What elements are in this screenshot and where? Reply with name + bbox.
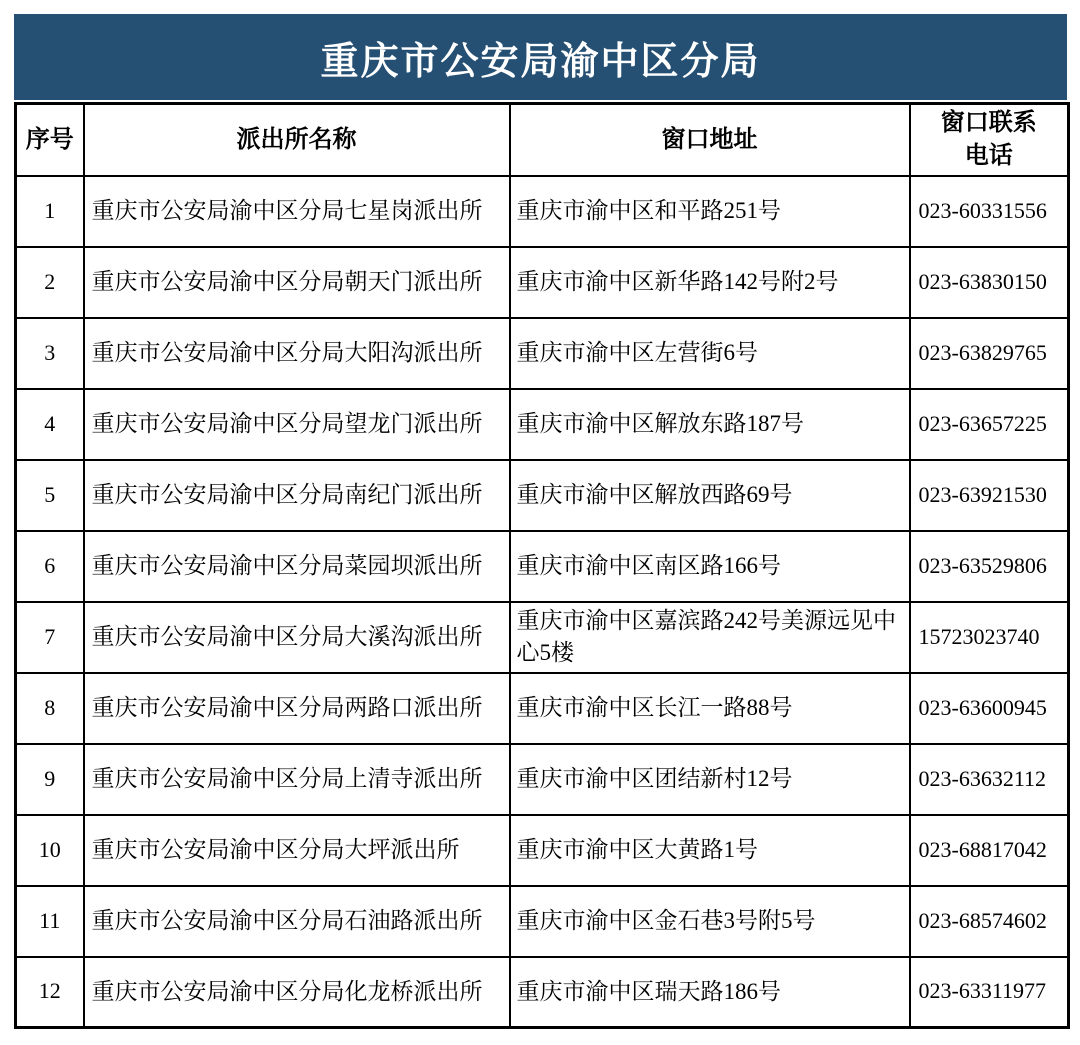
row-number-cell: 12 bbox=[16, 957, 84, 1028]
address-cell: 重庆市渝中区和平路251号 bbox=[510, 176, 910, 247]
row-number-cell: 11 bbox=[16, 886, 84, 957]
header-no: 序号 bbox=[16, 104, 84, 176]
station-name-cell: 重庆市公安局渝中区分局南纪门派出所 bbox=[84, 460, 510, 531]
station-name-cell: 重庆市公安局渝中区分局石油路派出所 bbox=[84, 886, 510, 957]
station-name-cell: 重庆市公安局渝中区分局大坪派出所 bbox=[84, 815, 510, 886]
station-name-cell: 重庆市公安局渝中区分局望龙门派出所 bbox=[84, 389, 510, 460]
station-table-container bbox=[14, 14, 1067, 1029]
table-row bbox=[16, 247, 1069, 318]
row-number-cell: 10 bbox=[16, 815, 84, 886]
table-row bbox=[16, 460, 1069, 531]
address-cell: 重庆市渝中区新华路142号附2号 bbox=[510, 247, 910, 318]
table-row bbox=[16, 673, 1069, 744]
phone-cell: 023-63829765 bbox=[910, 318, 1069, 389]
station-name-cell: 重庆市公安局渝中区分局菜园坝派出所 bbox=[84, 531, 510, 602]
table-row bbox=[16, 531, 1069, 602]
phone-cell: 023-63657225 bbox=[910, 389, 1069, 460]
table-row bbox=[16, 957, 1069, 1028]
phone-cell: 023-63830150 bbox=[910, 247, 1069, 318]
address-cell: 重庆市渝中区解放东路187号 bbox=[510, 389, 910, 460]
phone-cell: 023-63311977 bbox=[910, 957, 1069, 1028]
address-cell: 重庆市渝中区金石巷3号附5号 bbox=[510, 886, 910, 957]
phone-cell: 023-63600945 bbox=[910, 673, 1069, 744]
row-number-cell: 6 bbox=[16, 531, 84, 602]
row-number-cell: 2 bbox=[16, 247, 84, 318]
phone-cell: 023-63529806 bbox=[910, 531, 1069, 602]
address-cell: 重庆市渝中区团结新村12号 bbox=[510, 744, 910, 815]
row-number-cell: 7 bbox=[16, 602, 84, 673]
station-name-cell: 重庆市公安局渝中区分局化龙桥派出所 bbox=[84, 957, 510, 1028]
station-name-cell: 重庆市公安局渝中区分局上清寺派出所 bbox=[84, 744, 510, 815]
table-row bbox=[16, 389, 1069, 460]
row-number-cell: 4 bbox=[16, 389, 84, 460]
table-row bbox=[16, 602, 1069, 673]
row-number-cell: 9 bbox=[16, 744, 84, 815]
station-name-cell: 重庆市公安局渝中区分局七星岗派出所 bbox=[84, 176, 510, 247]
phone-cell: 023-68817042 bbox=[910, 815, 1069, 886]
row-number-cell: 5 bbox=[16, 460, 84, 531]
header-station-name: 派出所名称 bbox=[84, 104, 510, 176]
table-row bbox=[16, 318, 1069, 389]
table-row bbox=[16, 886, 1069, 957]
station-name-cell: 重庆市公安局渝中区分局大溪沟派出所 bbox=[84, 602, 510, 673]
row-number-cell: 3 bbox=[16, 318, 84, 389]
table-title: 重庆市公安局渝中区分局 bbox=[14, 14, 1067, 100]
header-address: 窗口地址 bbox=[510, 104, 910, 176]
station-name-cell: 重庆市公安局渝中区分局两路口派出所 bbox=[84, 673, 510, 744]
phone-cell: 023-63632112 bbox=[910, 744, 1069, 815]
phone-cell: 15723023740 bbox=[910, 602, 1069, 673]
table-row bbox=[16, 176, 1069, 247]
table-row bbox=[16, 815, 1069, 886]
address-cell: 重庆市渝中区解放西路69号 bbox=[510, 460, 910, 531]
table-row bbox=[16, 744, 1069, 815]
header-phone-label: 窗口联系电话 bbox=[940, 109, 1037, 169]
station-name-cell: 重庆市公安局渝中区分局大阳沟派出所 bbox=[84, 318, 510, 389]
header-row bbox=[16, 104, 1069, 176]
row-number-cell: 1 bbox=[16, 176, 84, 247]
header-phone bbox=[910, 104, 1069, 176]
phone-cell: 023-63921530 bbox=[910, 460, 1069, 531]
address-cell: 重庆市渝中区南区路166号 bbox=[510, 531, 910, 602]
station-name-cell: 重庆市公安局渝中区分局朝天门派出所 bbox=[84, 247, 510, 318]
address-cell: 重庆市渝中区长江一路88号 bbox=[510, 673, 910, 744]
phone-cell: 023-60331556 bbox=[910, 176, 1069, 247]
address-cell: 重庆市渝中区左营街6号 bbox=[510, 318, 910, 389]
address-cell: 重庆市渝中区大黄路1号 bbox=[510, 815, 910, 886]
table-header bbox=[16, 104, 1069, 176]
row-number-cell: 8 bbox=[16, 673, 84, 744]
phone-cell: 023-68574602 bbox=[910, 886, 1069, 957]
address-cell: 重庆市渝中区瑞天路186号 bbox=[510, 957, 910, 1028]
police-station-table bbox=[14, 102, 1070, 1029]
table-body bbox=[16, 176, 1069, 1028]
address-cell: 重庆市渝中区嘉滨路242号美源远见中心5楼 bbox=[510, 602, 910, 673]
